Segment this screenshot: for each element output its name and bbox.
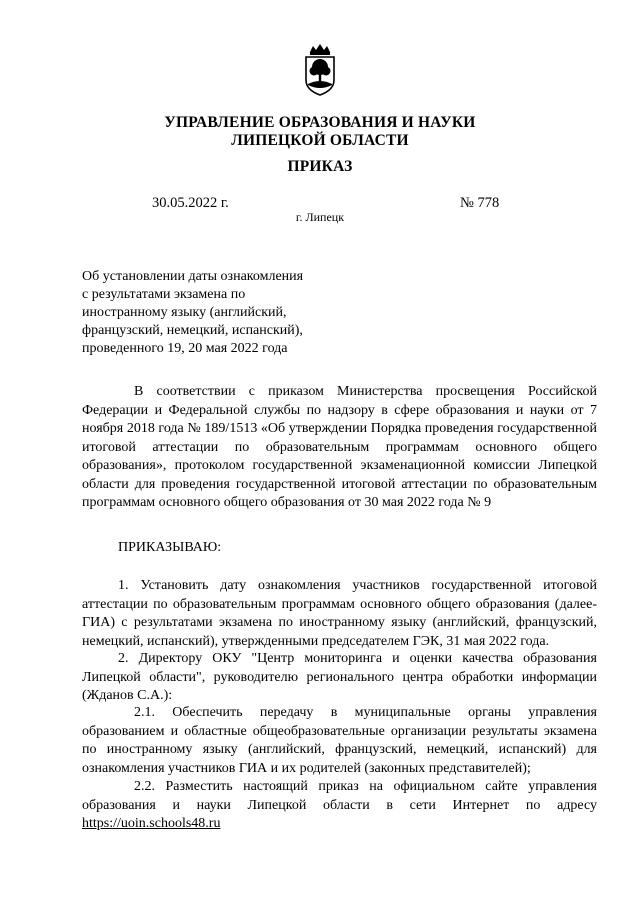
subject-line: иностранному языку (английский, bbox=[82, 305, 287, 320]
org-name-line2: ЛИПЕЦКОЙ ОБЛАСТИ bbox=[231, 132, 409, 149]
order-subject bbox=[82, 268, 342, 358]
order-city: г. Липецк bbox=[295, 210, 345, 224]
clause-2-2 bbox=[82, 778, 597, 834]
preamble-paragraph: В соответствии с приказом Министерства просвещения Российской Федерации и Федеральной службы по надзору в сфере образования и науки от 7 ноября 2018 года № 189/1513 «Об утверждении Порядка проведения государственной итоговой аттестации по образовательным программам основного общего образования», протоколом государственной экзаменационной комиссии Липецкой области для проведения государственной итоговой аттестации по образовательным программам основного общего образования от 30 мая 2022 года № 9 bbox=[82, 384, 597, 510]
order-date: 30.05.2022 г. bbox=[152, 195, 229, 211]
clause-2-1: 2.1. Обеспечить передачу в муниципальные органы управления образованием и областные общеобразовательные организации результаты экзамена по иностранному языку (английский, французский, немецкий, испанский) для ознакомления участников ГИА и их родителей (законных представителей); bbox=[82, 705, 597, 776]
coat-of-arms-icon bbox=[301, 44, 339, 96]
subject-line: французский, немецкий, испанский), bbox=[82, 323, 303, 338]
clause-2: 2. Директору ОКУ "Центр мониторинга и оценки качества образования Липецкой области", руководителю регионального центра обработки информации (Жданов С.А.): bbox=[82, 651, 597, 703]
org-name-line1: УПРАВЛЕНИЕ ОБРАЗОВАНИЯ И НАУКИ bbox=[164, 114, 476, 131]
subject-line: с результатами экзамена по bbox=[82, 287, 246, 302]
clause-1: 1. Установить дату ознакомления участников государственной итоговой аттестации по образовательным программам основного общего образования (далее-ГИА) с результатами экзамена по иностранному языку (английский, французский, немецкий, испанский), утвержденными председателем ГЭК, 31 мая 2022 года. bbox=[82, 578, 597, 649]
clause-2-2-text: 2.2. Разместить настоящий приказ на официальном сайте управления образования и науки Липецкой области в сети Интернет по адресу bbox=[82, 779, 597, 813]
subject-line: Об установлении даты ознакомления bbox=[82, 269, 304, 284]
order-number: № 778 bbox=[460, 195, 500, 211]
website-link[interactable]: https://uoin.schools48.ru bbox=[82, 816, 221, 831]
order-word: ПРИКАЗЫВАЮ: bbox=[118, 540, 222, 555]
doc-type-title: ПРИКАЗ bbox=[287, 158, 353, 175]
subject-line: проведенного 19, 20 мая 2022 года bbox=[82, 341, 288, 356]
